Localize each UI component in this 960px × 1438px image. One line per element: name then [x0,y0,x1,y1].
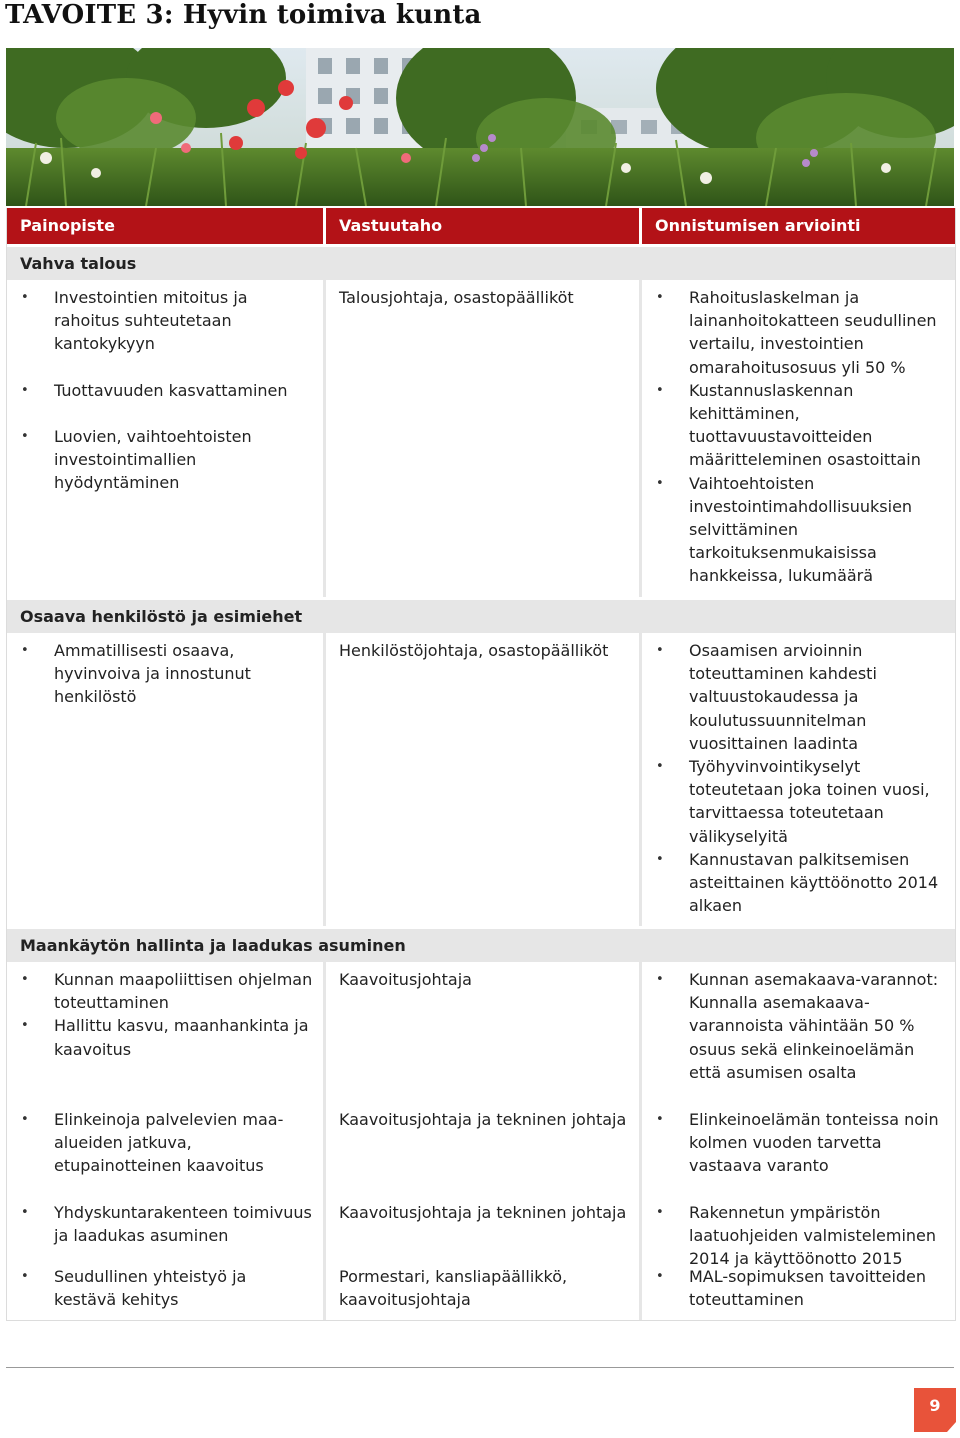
table-row [7,1102,955,1195]
page-title: TAVOITE 3: Hyvin toimiva kunta [5,0,482,30]
cell-painopiste [7,962,323,1102]
cell-painopiste [7,633,323,926]
section-title-vahva-talous: Vahva talous [7,244,955,280]
list-item: • MAL-sopimuksen tavoitteiden toteuttaminen [655,1265,945,1311]
list-item: • Rakennetun ympäristön laatuohjeiden valmisteleminen 2014 ja käyttöönotto 2015 [655,1201,945,1271]
list-item: • Seudullinen yhteistyö ja kestävä kehitys [20,1265,313,1311]
header-arviointi: Onnistumisen arviointi [639,208,955,244]
table-header [7,208,955,244]
cell-painopiste [7,1265,323,1320]
table-row [7,1265,955,1320]
cell-vastuutaho: Pormestari, kansliapäällikkö, kaavoitusjohtaja [323,1265,639,1320]
page-number-badge [914,1388,956,1432]
section-title-maankaytto: Maankäytön hallinta ja laadukas asuminen [7,926,955,962]
table-row [7,633,955,926]
list-item: • Tuottavuuden kasvattaminen [20,379,313,402]
list-item: • Kunnan asemakaava-varannot: Kunnalla asemakaava-varannoista vähintään 50 % osuus sekä elinkeinoelämän että asumisen osalta [655,968,945,1084]
list-item: • Kustannuslaskennan kehittäminen, tuottavuustavoitteiden määritteleminen osastoittain [655,379,945,472]
list-item: • Osaamisen arvioinnin toteuttaminen kahdesti valtuustokaudessa ja koulutussuunnitelman vuosittainen laadinta [655,639,945,755]
list-item: • Luovien, vaihtoehtoisten investointimallien hyödyntäminen [20,425,313,495]
cell-arviointi [639,962,955,1102]
list-item: • Investointien mitoitus ja rahoitus suhteutetaan kantokykyyn [20,286,313,356]
cell-vastuutaho: Talousjohtaja, osastopäälliköt [323,280,639,597]
list-item: • Työhyvinvointikyselyt toteutetaan joka toinen vuosi, tarvittaessa toteutetaan välikyselyitä [655,755,945,848]
cell-painopiste [7,1102,323,1195]
cell-arviointi [639,1195,955,1269]
cell-vastuutaho: Henkilöstöjohtaja, osastopäälliköt [323,633,639,926]
footer-divider [6,1367,954,1368]
header-painopiste: Painopiste [20,216,115,235]
cell-arviointi [639,633,955,926]
cell-painopiste [7,1195,323,1265]
section-title-osaava-henkilosto: Osaava henkilöstö ja esimiehet [7,597,955,633]
cell-painopiste [7,280,323,597]
table-row [7,280,955,597]
header-vastuutaho: Vastuutaho [323,208,639,244]
cell-vastuutaho: Kaavoitusjohtaja ja tekninen johtaja [323,1102,639,1195]
goals-table [6,208,956,1321]
list-item: • Kunnan maapoliittisen ohjelman toteuttaminen [20,968,313,1014]
list-item: • Hallittu kasvu, maanhankinta ja kaavoitus [20,1014,313,1060]
cell-arviointi [639,1265,955,1320]
list-item: • Kannustavan palkitsemisen asteittainen käyttöönotto 2014 alkaen [655,848,945,918]
cell-arviointi [639,280,955,597]
table-row [7,962,955,1102]
list-item: • Yhdyskuntarakenteen toimivuus ja laadukas asuminen [20,1201,313,1247]
header-photo [6,48,954,206]
cell-vastuutaho: Kaavoitusjohtaja [323,962,639,1102]
list-item: • Elinkeinoelämän tonteissa noin kolmen vuoden tarvetta vastaava varanto [655,1108,945,1178]
cell-arviointi [639,1102,955,1195]
page-number: 9 [929,1396,941,1415]
list-item: • Ammatillisesti osaava, hyvinvoiva ja innostunut henkilöstö [20,639,313,709]
list-item: • Elinkeinoja palvelevien maa-alueiden jatkuva, etupainotteinen kaavoitus [20,1108,313,1178]
list-item: • Rahoituslaskelman ja lainanhoitokatteen seudullinen vertailu, investointien omarahoitusosuus yli 50 % [655,286,945,379]
table-row [7,1195,955,1269]
cell-vastuutaho: Kaavoitusjohtaja ja tekninen johtaja [323,1195,639,1265]
list-item: • Vaihtoehtoisten investointimahdollisuuksien selvittäminen tarkoituksenmukaisissa hankkeissa, lukumäärä [655,472,945,588]
